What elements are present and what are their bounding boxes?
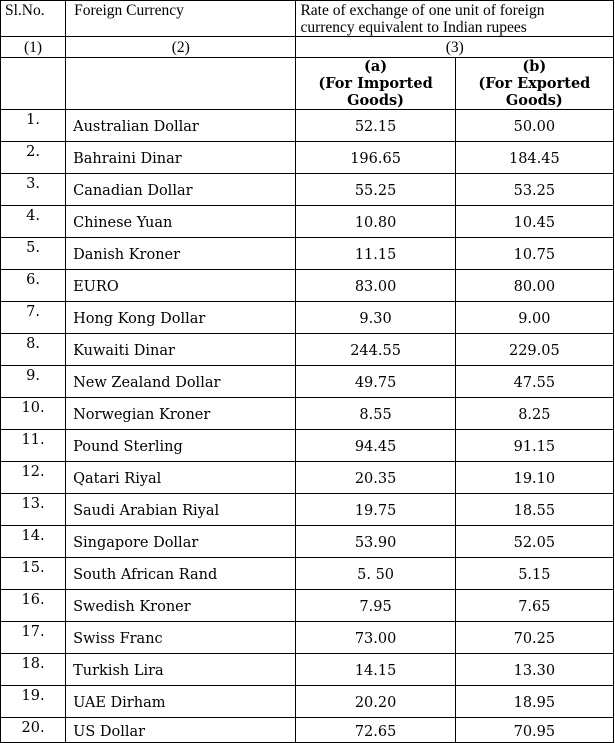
currency-name-cell: New Zealand Dollar: [66, 366, 296, 398]
table-row: [1, 686, 614, 718]
exported-rate-cell: 47.55: [455, 366, 613, 398]
subheader-row: [1, 58, 614, 110]
table-row: [1, 302, 614, 334]
header-rate-line1: Rate of exchange of one unit of foreign: [300, 2, 545, 19]
subheader-exported: [455, 58, 613, 110]
subheader-empty-1: [1, 58, 66, 110]
currency-name-cell: Swedish Kroner: [66, 590, 296, 622]
imported-rate-cell: 10.80: [296, 206, 455, 238]
table-row: [1, 398, 614, 430]
currency-name-cell: Danish Kroner: [66, 238, 296, 270]
currency-name-cell: Bahraini Dinar: [66, 142, 296, 174]
exported-rate-cell: 10.75: [455, 238, 613, 270]
subheader-a-line1: (For Imported: [318, 75, 433, 92]
table-row: [1, 558, 614, 590]
imported-rate-cell: 20.35: [296, 462, 455, 494]
subheader-a-line2: Goods): [347, 92, 405, 109]
currency-name-cell: Australian Dollar: [66, 110, 296, 142]
imported-rate-cell: 14.15: [296, 654, 455, 686]
currency-name-cell: Chinese Yuan: [66, 206, 296, 238]
imported-rate-cell: 5. 50: [296, 558, 455, 590]
sl-no-cell: 20.: [1, 718, 66, 743]
exported-rate-cell: 50.00: [455, 110, 613, 142]
table-row: [1, 526, 614, 558]
currency-name-cell: Canadian Dollar: [66, 174, 296, 206]
exported-rate-cell: 229.05: [455, 334, 613, 366]
currency-name-cell: EURO: [66, 270, 296, 302]
subheader-empty-2: [66, 58, 296, 110]
table-row: [1, 238, 614, 270]
exported-rate-cell: 19.10: [455, 462, 613, 494]
sl-no-cell: 5.: [1, 238, 66, 270]
column-number-row: [1, 37, 614, 58]
sl-no-cell: 1.: [1, 110, 66, 142]
imported-rate-cell: 11.15: [296, 238, 455, 270]
header-rate-line2: currency equivalent to Indian rupees: [300, 19, 527, 36]
exported-rate-cell: 8.25: [455, 398, 613, 430]
sl-no-cell: 17.: [1, 622, 66, 654]
currency-name-cell: Singapore Dollar: [66, 526, 296, 558]
imported-rate-cell: 8.55: [296, 398, 455, 430]
table-row: [1, 174, 614, 206]
table-row: [1, 110, 614, 142]
imported-rate-cell: 49.75: [296, 366, 455, 398]
sl-no-cell: 9.: [1, 366, 66, 398]
table-row: [1, 270, 614, 302]
sl-no-cell: 14.: [1, 526, 66, 558]
exported-rate-cell: 9.00: [455, 302, 613, 334]
currency-name-cell: Qatari Riyal: [66, 462, 296, 494]
sl-no-cell: 12.: [1, 462, 66, 494]
table-row: [1, 590, 614, 622]
imported-rate-cell: 72.65: [296, 718, 455, 743]
sl-no-cell: 11.: [1, 430, 66, 462]
imported-rate-cell: 52.15: [296, 110, 455, 142]
subheader-b-line2: Goods): [505, 92, 563, 109]
subheader-a-label: (a): [364, 58, 388, 75]
exported-rate-cell: 10.45: [455, 206, 613, 238]
currency-name-cell: Hong Kong Dollar: [66, 302, 296, 334]
column-number-3: (3): [296, 37, 614, 58]
sl-no-cell: 15.: [1, 558, 66, 590]
column-number-2: (2): [66, 37, 296, 58]
sl-no-cell: 8.: [1, 334, 66, 366]
header-foreign-currency: Foreign Currency: [66, 1, 296, 37]
table-row: [1, 142, 614, 174]
column-number-1: (1): [1, 37, 66, 58]
table-row: [1, 654, 614, 686]
currency-name-cell: Turkish Lira: [66, 654, 296, 686]
header-row: [1, 1, 614, 37]
header-sl-no: Sl.No.: [1, 1, 66, 37]
currency-name-cell: US Dollar: [66, 718, 296, 743]
sl-no-cell: 18.: [1, 654, 66, 686]
imported-rate-cell: 55.25: [296, 174, 455, 206]
exported-rate-cell: 52.05: [455, 526, 613, 558]
table-row: [1, 430, 614, 462]
imported-rate-cell: 83.00: [296, 270, 455, 302]
imported-rate-cell: 19.75: [296, 494, 455, 526]
imported-rate-cell: 7.95: [296, 590, 455, 622]
sl-no-cell: 10.: [1, 398, 66, 430]
exported-rate-cell: 70.25: [455, 622, 613, 654]
exported-rate-cell: 18.95: [455, 686, 613, 718]
sl-no-cell: 19.: [1, 686, 66, 718]
currency-name-cell: Norwegian Kroner: [66, 398, 296, 430]
imported-rate-cell: 196.65: [296, 142, 455, 174]
currency-name-cell: Kuwaiti Dinar: [66, 334, 296, 366]
table-row: [1, 462, 614, 494]
exported-rate-cell: 70.95: [455, 718, 613, 743]
sl-no-cell: 13.: [1, 494, 66, 526]
sl-no-cell: 7.: [1, 302, 66, 334]
subheader-b-line1: (For Exported: [478, 75, 591, 92]
currency-name-cell: UAE Dirham: [66, 686, 296, 718]
sl-no-cell: 16.: [1, 590, 66, 622]
table-row: [1, 206, 614, 238]
imported-rate-cell: 244.55: [296, 334, 455, 366]
table-row: [1, 334, 614, 366]
header-rate: [296, 1, 614, 37]
imported-rate-cell: 20.20: [296, 686, 455, 718]
subheader-b-label: (b): [522, 58, 547, 75]
exported-rate-cell: 80.00: [455, 270, 613, 302]
sl-no-cell: 4.: [1, 206, 66, 238]
sl-no-cell: 2.: [1, 142, 66, 174]
table-row: [1, 366, 614, 398]
table-row: [1, 718, 614, 743]
imported-rate-cell: 53.90: [296, 526, 455, 558]
table-row: [1, 622, 614, 654]
subheader-imported: [296, 58, 455, 110]
imported-rate-cell: 94.45: [296, 430, 455, 462]
currency-name-cell: Saudi Arabian Riyal: [66, 494, 296, 526]
exported-rate-cell: 91.15: [455, 430, 613, 462]
exported-rate-cell: 53.25: [455, 174, 613, 206]
exported-rate-cell: 13.30: [455, 654, 613, 686]
sl-no-cell: 3.: [1, 174, 66, 206]
currency-name-cell: Swiss Franc: [66, 622, 296, 654]
table-row: [1, 494, 614, 526]
imported-rate-cell: 9.30: [296, 302, 455, 334]
exported-rate-cell: 184.45: [455, 142, 613, 174]
exported-rate-cell: 18.55: [455, 494, 613, 526]
imported-rate-cell: 73.00: [296, 622, 455, 654]
exported-rate-cell: 7.65: [455, 590, 613, 622]
currency-name-cell: South African Rand: [66, 558, 296, 590]
currency-name-cell: Pound Sterling: [66, 430, 296, 462]
sl-no-cell: 6.: [1, 270, 66, 302]
exported-rate-cell: 5.15: [455, 558, 613, 590]
